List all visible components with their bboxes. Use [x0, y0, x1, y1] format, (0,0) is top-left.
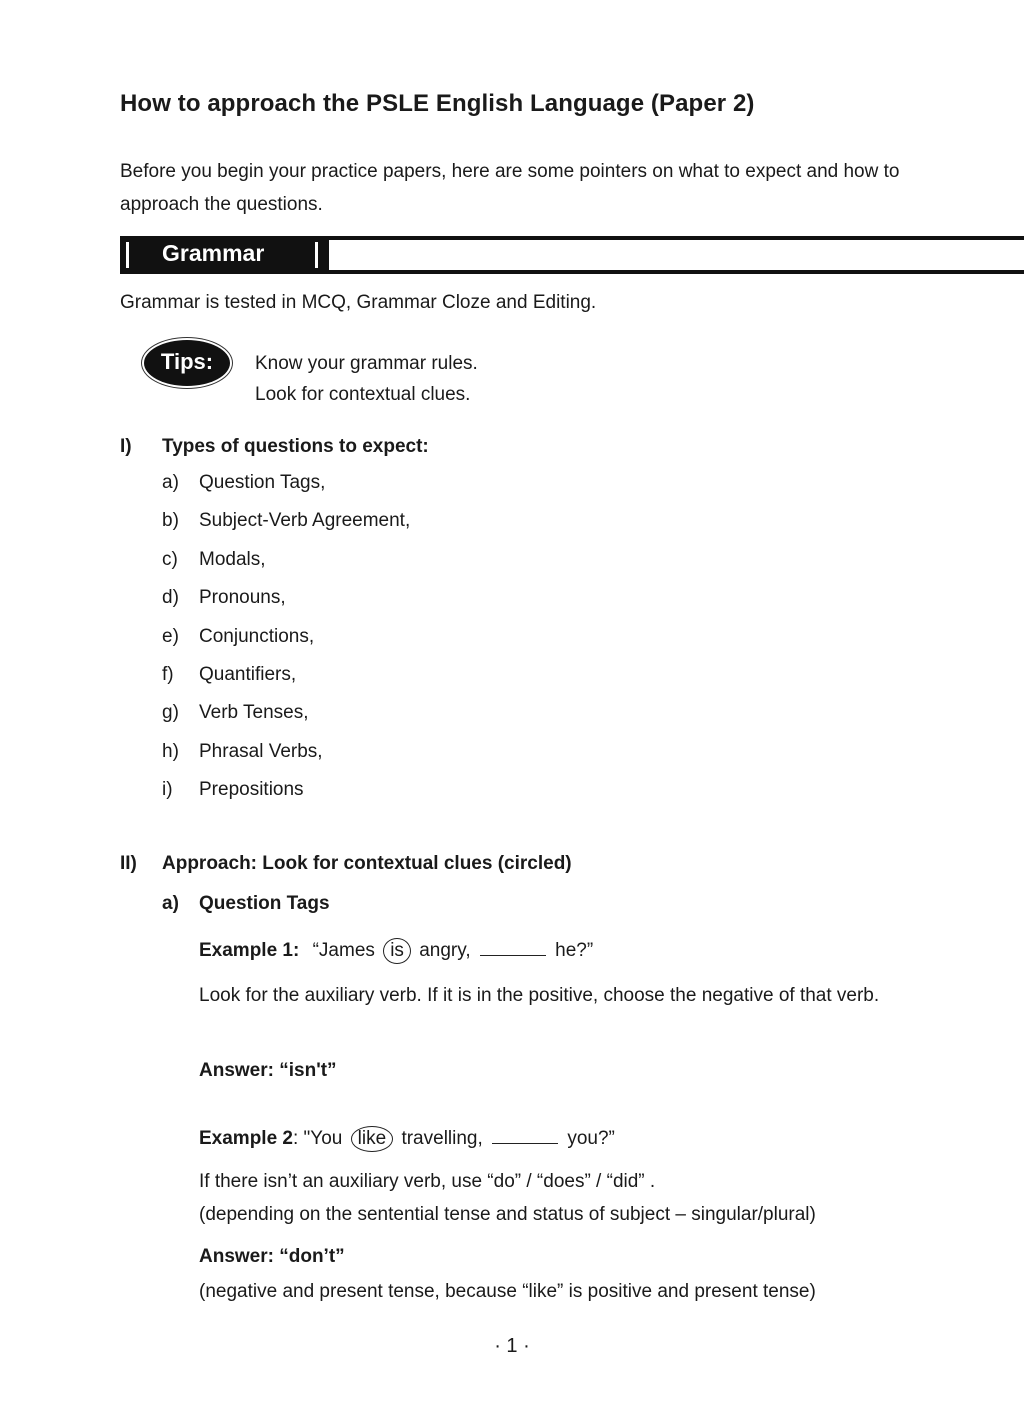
tip-line-1: Know your grammar rules. [255, 353, 478, 374]
subsection-title: Question Tags [199, 893, 330, 914]
example-2-label: Example 2 [199, 1128, 293, 1149]
tip-line-2: Look for contextual clues. [255, 384, 471, 405]
list-item-text: Subject-Verb Agreement, [199, 510, 411, 532]
subsection-letter: a) [162, 893, 179, 914]
list-item-letter: c) [162, 548, 178, 570]
tips-badge-label: Tips: [160, 349, 214, 374]
example-1-circled-word: is [383, 938, 411, 964]
list-item-text: Conjunctions, [199, 625, 315, 647]
intro-paragraph: Before you begin your practice papers, here are some pointers on what to expect and how to approach the questions. [120, 161, 900, 215]
list-item-letter: b) [162, 510, 179, 532]
list-item-letter: f) [162, 663, 174, 685]
example-2-answer [199, 1246, 345, 1268]
tips-badge [144, 340, 230, 386]
example-1-explanation: Look for the auxiliary verb. If it is in the positive, choose the negative of that verb. [199, 985, 880, 1006]
grammar-description: Grammar is tested in MCQ, Grammar Cloze and Editing. [120, 292, 597, 313]
part1-number: I) [120, 436, 132, 457]
list-item-letter: h) [162, 740, 179, 762]
list-item-text: Verb Tenses, [199, 702, 309, 724]
list-item-letter: d) [162, 587, 179, 609]
tips-text [255, 348, 478, 410]
example-1-pre: “James [312, 940, 375, 961]
subsection-heading [162, 893, 330, 915]
example-1-answer [199, 1060, 337, 1082]
page-number: · 1 · [494, 1335, 530, 1357]
list-item-text: Question Tags, [199, 472, 326, 493]
example-1-mid: angry, [419, 940, 471, 961]
example-2-sentence [199, 1126, 615, 1152]
page-title: How to approach the PSLE English Language (Paper 2) [120, 90, 755, 117]
part1-heading-text: Types of questions to expect: [162, 436, 429, 457]
list-item-letter: g) [162, 702, 179, 724]
example-2-note: (negative and present tense, because “like” is positive and present tense) [199, 1281, 816, 1302]
example-2-mid: travelling, [401, 1128, 483, 1149]
example-1-sentence [199, 938, 593, 964]
list-item-text: Pronouns, [199, 587, 286, 609]
example-1-post: he?” [555, 940, 594, 961]
section-rule [326, 236, 1024, 274]
list-item-letter: i) [162, 779, 173, 801]
example-1-answer-text: Answer: “isn't” [199, 1060, 337, 1081]
example-1-blank [480, 941, 546, 956]
example-2-explanation-2: (depending on the sentential tense and status of subject – singular/plural) [199, 1204, 816, 1225]
section-bar-right-line [315, 242, 318, 268]
section-header-grammar [120, 236, 1024, 274]
example-1-label: Example 1: [199, 940, 300, 961]
part2-number: II) [120, 853, 137, 874]
example-2-explanation-1: If there isn’t an auxiliary verb, use “do” / “does” / “did” . [199, 1171, 656, 1192]
example-2-blank [492, 1129, 558, 1144]
section-label: Grammar [162, 240, 265, 266]
list-item-text: Modals, [199, 548, 266, 570]
example-2-circled-word: like [351, 1126, 394, 1152]
example-2-post: you?” [567, 1128, 615, 1149]
section-bar-left-line [126, 242, 129, 268]
list-item-text: Quantifiers, [199, 663, 297, 685]
list-item-text: Phrasal Verbs, [199, 740, 323, 762]
example-2-answer-text: Answer: “don’t” [199, 1246, 345, 1267]
part2-heading-text: Approach: Look for contextual clues (circled) [162, 853, 572, 874]
section-label-box [120, 236, 326, 274]
example-2-pre: : "You [293, 1128, 343, 1149]
list-item-letter: e) [162, 625, 179, 647]
list-item-text: Prepositions [199, 779, 304, 801]
list-item-letter: a) [162, 472, 179, 493]
